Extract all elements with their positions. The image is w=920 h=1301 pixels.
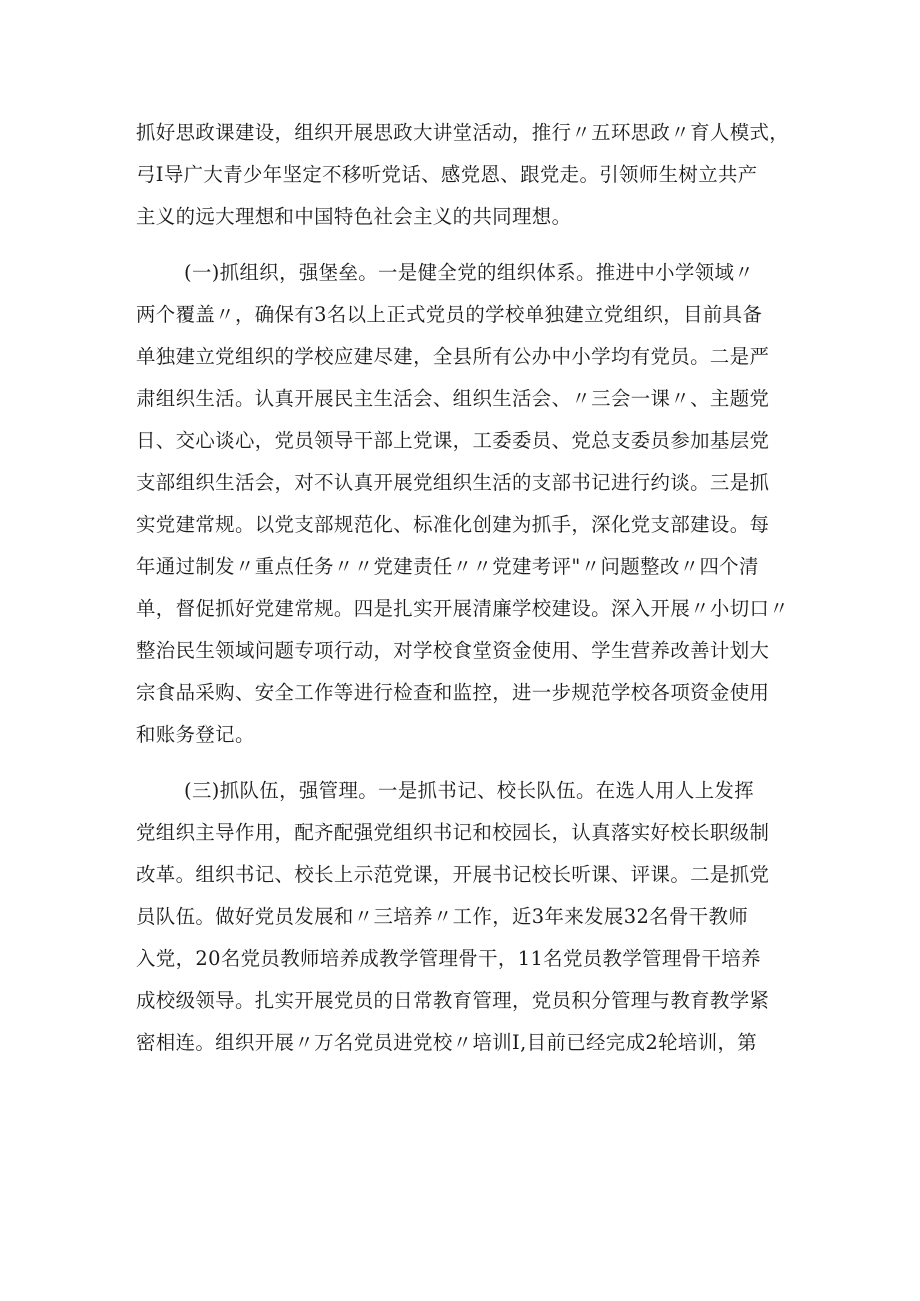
text-line: 宗食品采购、安全工作等进行检查和监控，进一步规范学校各项资金使用 bbox=[136, 681, 770, 704]
text-line: 支部组织生活会，对不认真开展党组织生活的支部书记进行约谈。三是抓 bbox=[136, 471, 770, 494]
text-line: 年通过制发〃重点任务〃〃党建责任〃〃党建考评"〃问题整改〃四个清 bbox=[136, 555, 759, 578]
text-line: 成校级领导。扎实开展党员的日常教育管理，党员积分管理与教育教学紧 bbox=[136, 989, 770, 1012]
text-line: 入党，20名党员教师培养成教学管理骨干，11名党员教学管理骨干培养 bbox=[136, 947, 761, 970]
text-line: 主义的远大理想和中国特色社会主义的共同理想。 bbox=[136, 205, 572, 228]
text-line: 单，督促抓好党建常规。四是扎实开展清廉学校建设。深入开展〃小切口〃 bbox=[136, 597, 790, 620]
text-line: 密相连。组织开展〃万名党员进党校〃培训I,目前已经完成2轮培训，第 bbox=[136, 1031, 758, 1054]
document-body bbox=[136, 112, 816, 1064]
text-line: 改革。组织书记、校长上示范党课，开展书记校长听课、评课。二是抓党 bbox=[136, 863, 770, 886]
text-line: 实党建常规。以党支部规范化、标准化创建为抓手，深化党支部建设。每 bbox=[136, 513, 770, 536]
text-line: 单独建立党组织的学校应建尽建，全县所有公办中小学均有党员。二是严 bbox=[136, 345, 770, 368]
section-heading-line: (三)抓队伍，强管理。一是抓书记、校长队伍。在选人用人上发挥 bbox=[184, 779, 755, 802]
text-line: 员队伍。做好党员发展和〃三培养〃工作，近3年来发展32名骨干教师 bbox=[136, 905, 749, 928]
text-line: 和账务登记。 bbox=[136, 723, 255, 746]
section-heading-line: (一)抓组织，强堡垒。一是健全党的组织体系。推进中小学领域〃 bbox=[184, 261, 755, 284]
text-line: 两个覆盖〃，确保有3名以上正式党员的学校单独建立党组织，目前具备 bbox=[136, 303, 763, 326]
text-line: 弓I导广大青少年坚定不移听党话、感党恩、跟党走。引领师生树立共产 bbox=[136, 163, 758, 186]
text-line: 党组织主导作用，配齐配强党组织书记和校园长，认真落实好校长职级制 bbox=[136, 821, 770, 844]
text-line: 整治民生领域问题专项行动，对学校食堂资金使用、学生营养改善计划大 bbox=[136, 639, 770, 662]
text-line: 肃组织生活。认真开展民主生活会、组织生活会、〃三会一课〃、主题党 bbox=[136, 387, 770, 410]
text-line: 抓好思政课建设，组织开展思政大讲堂活动，推行〃五环思政〃育人模式， bbox=[136, 121, 790, 144]
text-line: 日、交心谈心，党员领导干部上党课，工委委员、党总支委员参加基层党 bbox=[136, 429, 770, 452]
